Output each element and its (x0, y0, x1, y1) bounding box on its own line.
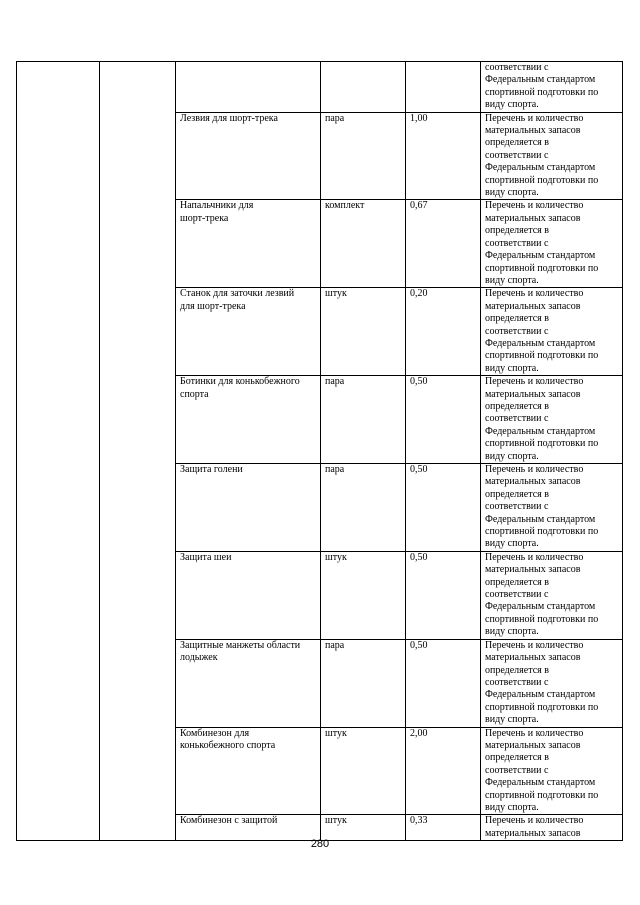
equipment-table (16, 61, 623, 841)
item-name-cell (176, 551, 321, 639)
unit-cell (321, 727, 406, 815)
qty-cell (406, 62, 481, 113)
qty-cell (406, 464, 481, 552)
qty-cell (406, 376, 481, 464)
qty-cell (406, 639, 481, 727)
unit-cell (321, 815, 406, 841)
unit-cell (321, 464, 406, 552)
qty-text: 0,67 (410, 200, 428, 212)
qty-cell (406, 551, 481, 639)
note-cell (481, 727, 623, 815)
qty-text: 0,50 (410, 551, 428, 563)
page-number: 280 (310, 838, 330, 850)
unit-cell (321, 62, 406, 113)
note-cell (481, 639, 623, 727)
unit-text: пара (325, 112, 345, 124)
item-name: Станок для заточки лезвий для шорт-трека (180, 288, 295, 312)
item-name: Защита голени (180, 464, 243, 475)
item-name-cell (176, 62, 321, 113)
unit-cell (321, 112, 406, 200)
item-name: Ботинки для конькобежного спорта (180, 376, 300, 400)
item-name-cell (176, 200, 321, 288)
qty-text: 1,00 (410, 112, 428, 124)
qty-cell (406, 200, 481, 288)
item-name-cell (176, 727, 321, 815)
item-name: Комбинезон с защитой (180, 815, 278, 827)
unit-text: пара (325, 464, 345, 475)
table-row (17, 62, 623, 113)
unit-cell (321, 288, 406, 376)
qty-text: 0,33 (410, 815, 428, 827)
item-name-cell (176, 639, 321, 727)
item-name: Защита шеи (180, 551, 232, 563)
qty-text: 0,50 (410, 376, 428, 388)
merged-cell-col2 (100, 62, 176, 841)
qty-cell (406, 112, 481, 200)
note-text: соответствии с Федеральным стандартом спортивной подготовки по виду спорта. (485, 62, 599, 111)
unit-text: комплект (325, 200, 365, 212)
unit-cell (321, 376, 406, 464)
note-text: Перечень и количество материальных запасов определяется в соответствии с Федеральным стандартом спортивной подготовки по виду спорта. (485, 551, 599, 638)
note-cell (481, 200, 623, 288)
qty-cell (406, 288, 481, 376)
item-name-cell (176, 288, 321, 376)
item-name-cell (176, 112, 321, 200)
note-cell (481, 288, 623, 376)
item-name-cell (176, 376, 321, 464)
qty-text: 0,20 (410, 288, 428, 300)
unit-text: штук (325, 727, 347, 739)
note-text: Перечень и количество материальных запасов определяется в соответствии с Федеральным стандартом спортивной подготовки по виду спорта. (485, 288, 599, 374)
unit-text: штук (325, 815, 347, 827)
item-name-cell (176, 815, 321, 841)
note-cell (481, 464, 623, 552)
note-text: Перечень и количество материальных запасов определяется в соответствии с Федеральным стандартом спортивной подготовки по виду спорта. (485, 376, 599, 462)
note-cell (481, 62, 623, 113)
note-text: Перечень и количество материальных запасов определяется в соответствии с Федеральным стандартом спортивной подготовки по виду спорта. (485, 464, 599, 550)
note-cell (481, 551, 623, 639)
item-name: Защитные манжеты области лодыжек (180, 639, 301, 664)
qty-text: 2,00 (410, 727, 428, 739)
unit-cell (321, 200, 406, 288)
note-text: Перечень и количество материальных запасов определяется в соответствии с Федеральным стандартом спортивной подготовки по виду спорта. (485, 112, 599, 199)
note-text: Перечень и количество материальных запасов определяется в соответствии с Федеральным стандартом спортивной подготовки по виду спорта. (485, 639, 599, 726)
unit-text: штук (325, 288, 347, 300)
item-name: Комбинезон для конькобежного спорта (180, 727, 276, 751)
qty-text: 0,50 (410, 639, 428, 651)
unit-text: пара (325, 376, 345, 388)
item-name: Лезвия для шорт-трека (180, 112, 278, 124)
item-name-cell (176, 464, 321, 552)
note-text: Перечень и количество материальных запасов (485, 815, 584, 839)
unit-cell (321, 551, 406, 639)
note-cell (481, 112, 623, 200)
unit-text: пара (325, 639, 345, 651)
qty-cell (406, 815, 481, 841)
item-name: Напальчники для шорт-трека (180, 200, 254, 224)
note-cell (481, 815, 623, 841)
merged-cell-col1 (17, 62, 100, 841)
note-text: Перечень и количество материальных запасов определяется в соответствии с Федеральным стандартом спортивной подготовки по виду спорта. (485, 200, 599, 286)
note-cell (481, 376, 623, 464)
note-text: Перечень и количество материальных запасов определяется в соответствии с Федеральным стандартом спортивной подготовки по виду спорта. (485, 727, 599, 813)
qty-cell (406, 727, 481, 815)
qty-text: 0,50 (410, 464, 428, 475)
unit-text: штук (325, 551, 347, 563)
unit-cell (321, 639, 406, 727)
